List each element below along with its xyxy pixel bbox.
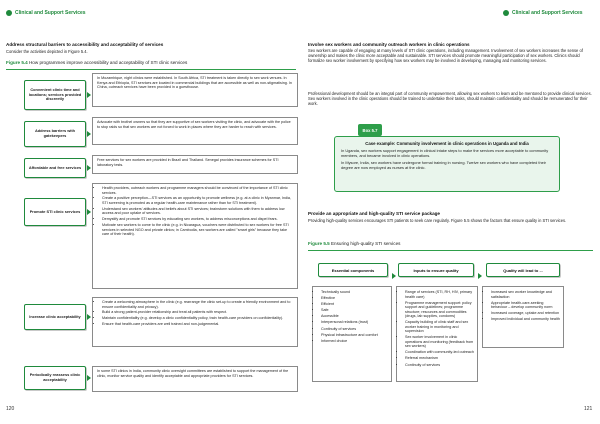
section-dot-icon — [503, 10, 509, 16]
col-quality — [482, 286, 564, 348]
essential-list — [316, 290, 388, 343]
row-text: Advocate with brothel owners so that they are supportive of sex workers visiting the clinic, and advocate with the police to stop raids so that sex workers are not forced to work in places where they are harder to reach with services. — [97, 120, 291, 129]
list-item: • Accessible — [321, 314, 388, 319]
right-heading-1: Involve sex workers and community outreach workers in clinic operations — [308, 42, 470, 47]
list-item: • Maintain confidentiality (e.g. develop a clinic confidentiality policy, train health-care providers on confidentiality). — [102, 316, 293, 321]
list-item: • Sex worker involvement in clinic operations and monitoring (feedback from sex workers) — [405, 335, 474, 349]
right-para-3: Providing high-quality services encourages STI patients to seek care regularly. Figure 5.5 shows the factors that ensure quality in STI services. — [308, 218, 567, 223]
figure-5-5-caption: Ensuring high-quality STI services — [330, 241, 401, 246]
arrow-icon — [87, 165, 91, 171]
case-example-box — [334, 136, 560, 192]
left-header-title: Clinical and Support Services — [15, 10, 86, 16]
left-intro: Consider the activities depicted in Figure 5.4. — [6, 49, 88, 54]
list-item: • Improved individual and community health — [491, 317, 560, 322]
row-desc-convenient — [92, 73, 298, 107]
inputs-list — [400, 290, 474, 367]
case-para-india: In Mysore, India, sex workers have undergone formal training in nursing. Twelve sex workers who have completed their degree are now employed as nurses at the clinic. — [341, 160, 546, 171]
list-item: • Ensure that health-care providers are well trained and non-judgemental. — [102, 322, 293, 327]
case-title: Case example: Community involvement in clinic operations in Uganda and India — [365, 141, 529, 146]
list-item: • Continuity of services — [321, 327, 388, 332]
arrow-icon — [87, 92, 91, 98]
left-running-header — [6, 10, 86, 16]
arrow-icon — [87, 131, 91, 137]
list-item: • Effective — [321, 296, 388, 301]
right-heading-2: Provide an appropriate and high-quality STI service package — [308, 211, 440, 216]
row-label-affordable: Affordable and free services — [24, 158, 86, 178]
figure-5-5-title — [308, 241, 593, 246]
row-text: In Mozambique, night clinics were established. In South Africa, STI treatment is taken directly to sex work venues. In Kenya and Ethiopia, STI services are located in commercial buildings that are accessible as well as non-stigmatising. In China, outreach services have been provided in a guesthouse. — [97, 76, 292, 89]
row-text: In some STI clinics in India, community clinic oversight committees are established to support the management of the clinic, monitor service quality and identify acceptable and appropriate providers for STI services. — [97, 369, 289, 378]
list-item: • Motivate sex workers to come to the clinic (e.g. in Nicaragua, vouchers were distributed to sex workers for free STI services in selected NGO and private clinics; in Cambodia, sex workers are called "smart girls" because they take care of their health). — [102, 223, 293, 237]
col-essential — [312, 286, 392, 382]
list-item: • Build a strong patient-provider relationship and treat all patients with respect. — [102, 310, 293, 315]
right-para-2: Professional development should be an integral part of community empowerment, allowing sex workers to learn and be mentored to provide clinical services. Sex workers involved in the clinic operations should be trained to undertake their tasks, should maintain confidentiality and should be remunerated for their work. — [308, 91, 592, 107]
list-item: • Programme management support: policy support and guidelines; programme structure; resources and commodities (drugs, lab supplies, condoms) — [405, 301, 474, 319]
list-item: • Continuity of services — [405, 363, 474, 368]
box-tag: Box 5.7 — [358, 124, 382, 136]
col-header-quality: Quality will lead to ... — [486, 263, 560, 277]
arrow-icon — [478, 273, 482, 279]
left-heading: Address structural barriers to accessibility and acceptability of services — [6, 42, 164, 47]
row-text: Free services for sex workers are provided in Brazil and Thailand. Senegal provides insurance schemes for STI laboratory tests. — [97, 158, 279, 167]
section-dot-icon — [6, 10, 12, 16]
figure-divider — [308, 250, 593, 251]
list-item: • Appropriate health-care-seeking behaviour – develop community norm — [491, 301, 560, 310]
figure-5-5-label: Figure 5.5 — [308, 241, 330, 246]
list-item: • Safe — [321, 308, 388, 313]
row-desc-affordable — [92, 155, 298, 174]
list-item: • Informed choice — [321, 339, 388, 344]
figure-5-4-caption: How programmes improve accessibility and acceptability of STI clinic services — [28, 60, 188, 65]
col-header-essential: Essential components — [318, 263, 388, 277]
col-inputs — [396, 286, 478, 382]
case-para-uganda: In Uganda, sex workers support engagement in clinical intake steps to make the services more acceptable to community members, and became involved in clinic operations. — [341, 148, 549, 158]
figure-5-4-title — [6, 60, 296, 65]
list-item: • Demystify and promote STI services by educating sex workers, to address misconceptions and dispel fears. — [102, 217, 293, 222]
row-label-convenient: Convenient clinic time and locations; services provided discreetly — [24, 80, 86, 110]
list-item: • Increased sex worker knowledge and satisfaction — [491, 290, 560, 299]
list-item: • Interpersonal relations (trust) — [321, 320, 388, 325]
list-item: • Create a positive perception—STI services as an opportunity to promote wellness (e.g. at a clinic in Myanmar, India, STI screening is promoted as a regular health-care maintenance rather than for STI treatment). — [102, 196, 293, 205]
quality-list — [486, 290, 560, 322]
promote-list — [97, 186, 293, 237]
list-item: • Range of services (STI, RH, HIV, primary health care) — [405, 290, 474, 299]
row-desc-reassess — [92, 366, 298, 392]
list-item: • Create a welcoming atmosphere in the clinic (e.g. rearrange the clinic set-up to create a friendly environment and to ensure confidentiality and privacy). — [102, 300, 293, 309]
list-item: • Capacity building of clinic staff and sex worker training in monitoring and supervision — [405, 320, 474, 334]
right-para-1: Sex workers are capable of engaging at many levels of STI clinic operations, including management. Involvement of sex workers increases the sense of ownership and makes the clinic more acceptable and sustainable. STI services should promote meaningful participation of sex workers. Clinics should formalize sex worker involvement by specifying how sex workers may be involved in developing, managing and monitoring services. — [308, 48, 583, 64]
right-header-title: Clinical and Support Services — [512, 10, 583, 16]
arrow-icon — [87, 314, 91, 320]
row-desc-acceptability — [92, 297, 298, 347]
figure-5-4-label: Figure 5.4 — [6, 60, 28, 65]
list-item: • Understand sex workers' attitudes and beliefs about STI services; brainstorm solutions with them to address low access and poor uptake of services. — [102, 207, 293, 216]
row-desc-promote — [92, 183, 298, 289]
arrow-icon — [87, 375, 91, 381]
list-item: • Health providers, outreach workers and programme managers should be convinced of the importance of STI clinic services. — [102, 186, 293, 195]
arrow-icon — [87, 209, 91, 215]
arrow-icon — [392, 273, 396, 279]
col-header-inputs: Inputs to ensure quality — [398, 263, 474, 277]
left-page-number: 120 — [6, 406, 15, 412]
row-label-acceptability: Increase clinic acceptability — [24, 304, 86, 330]
list-item: • Coordination with community-led outreach — [405, 350, 474, 355]
list-item: • Technically sound — [321, 290, 388, 295]
figure-divider — [6, 69, 296, 70]
row-desc-gatekeepers — [92, 117, 298, 145]
row-label-reassess: Periodically reassess clinic acceptability — [24, 366, 86, 390]
right-page-number: 121 — [584, 406, 593, 412]
list-item: • Referral mechanism — [405, 356, 474, 361]
list-item: • Increased coverage, uptake and retention — [491, 311, 560, 316]
acceptability-list — [97, 300, 293, 327]
list-item: • Physical infrastructure and comfort — [321, 333, 388, 338]
row-label-gatekeepers: Address barriers with gatekeepers — [24, 121, 86, 147]
right-running-header — [503, 10, 583, 16]
row-label-promote: Promote STI clinic services — [24, 198, 86, 226]
list-item: • Efficient — [321, 302, 388, 307]
